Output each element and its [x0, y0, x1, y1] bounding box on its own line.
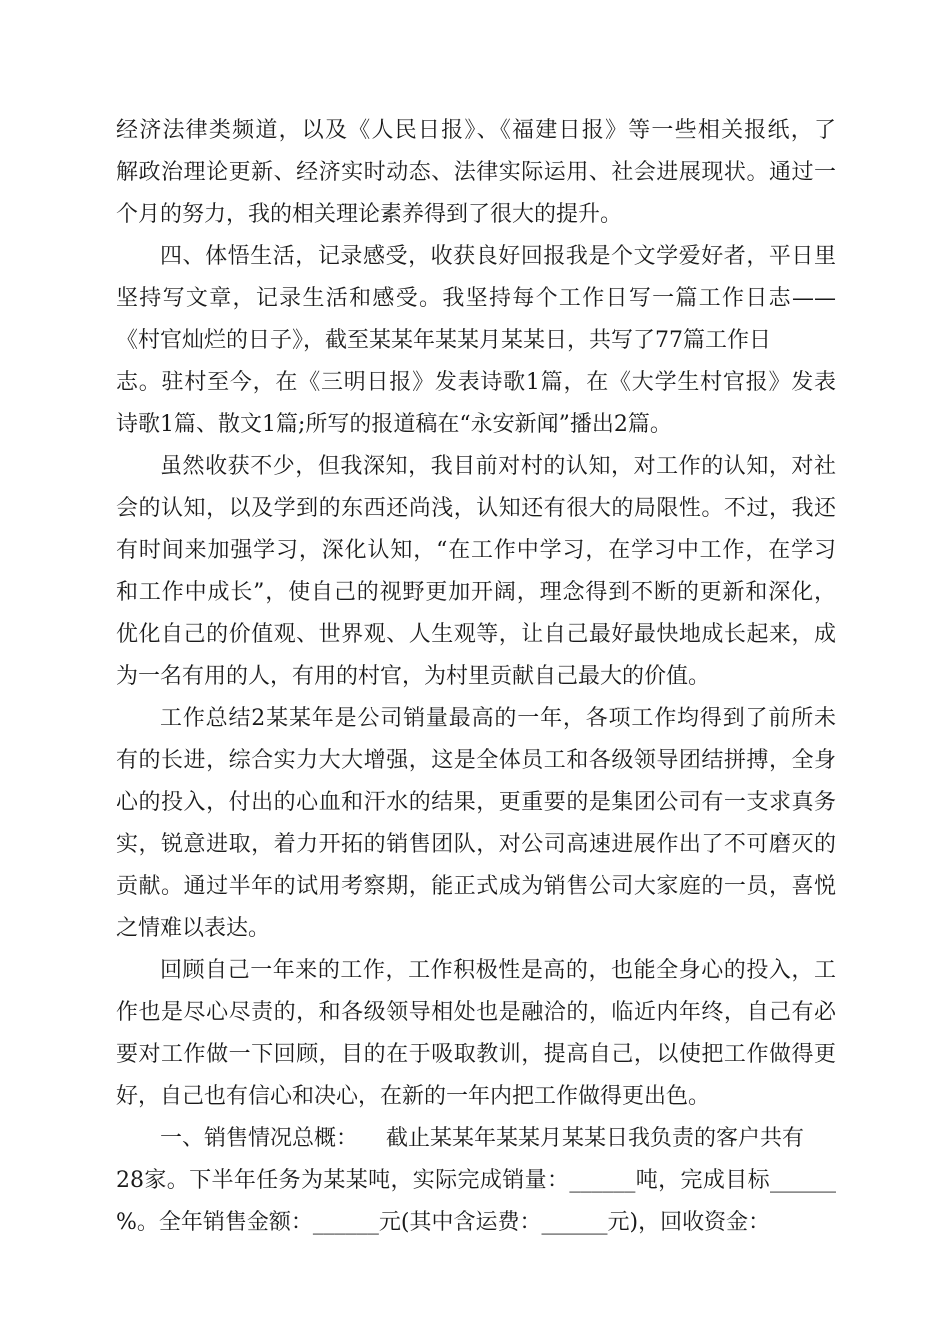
paragraph-work-summary-2	[116, 698, 836, 950]
text-line: 心的投入，付出的心血和汗水的结果，更重要的是集团公司有一支求真务	[116, 790, 836, 815]
paragraph-self-reflection	[116, 446, 836, 698]
text-line: 有时间来加强学习，深化认知，“在工作中学习，在学习中工作，在学习	[116, 538, 836, 563]
text-line: 一、销售情况总概： 截止某某年某某月某某日我负责的客户共有	[160, 1126, 804, 1151]
text-line: 之情难以表达。	[116, 916, 271, 941]
text-line: 为一名有用的人，有用的村官，为村里贡献自己最大的价值。	[116, 664, 711, 689]
document-body	[116, 110, 836, 1244]
text-line: 四、体悟生活，记录感受，收获良好回报我是个文学爱好者，平日里	[160, 244, 836, 269]
text-line: 回顾自己一年来的工作，工作积极性是高的，也能全身心的投入，工	[160, 958, 836, 983]
paragraph-sales-overview	[116, 1118, 836, 1244]
text-line: %。全年销售金额：______元(其中含运费：______元)，回收资金：	[116, 1210, 771, 1235]
text-line: 虽然收获不少，但我深知，我目前对村的认知，对工作的认知，对社	[160, 454, 836, 479]
text-line: 诗歌1篇、散文1篇;所写的报道稿在“永安新闻”播出2篇。	[116, 412, 672, 437]
paragraph-section-four	[116, 236, 836, 446]
paragraph-media-study	[116, 110, 836, 236]
text-line: 有的长进，综合实力大大增强，这是全体员工和各级领导团结拼搏，全身	[116, 748, 836, 773]
text-line: 贡献。通过半年的试用考察期，能正式成为销售公司大家庭的一员，喜悦	[116, 874, 836, 899]
text-line: 解政治理论更新、经济实时动态、法律实际运用、社会进展现状。通过一	[116, 160, 836, 185]
text-line: 会的认知，以及学到的东西还尚浅，认知还有很大的局限性。不过，我还	[116, 496, 836, 521]
paragraph-annual-review	[116, 950, 836, 1118]
text-line: 作也是尽心尽责的，和各级领导相处也是融洽的，临近内年终，自己有必	[116, 1000, 836, 1025]
text-line: 工作总结2某某年是公司销量最高的一年，各项工作均得到了前所未	[160, 706, 836, 731]
text-line: 28家。下半年任务为某某吨，实际完成销量：______吨，完成目标______	[116, 1168, 836, 1193]
text-line: 要对工作做一下回顾，目的在于吸取教训，提高自己，以使把工作做得更	[116, 1042, 836, 1067]
text-line: 经济法律类频道，以及《人民日报》、《福建日报》等一些相关报纸，了	[116, 118, 836, 143]
text-line: 实，锐意进取，着力开拓的销售团队，对公司高速进展作出了不可磨灭的	[116, 832, 836, 857]
text-line: 优化自己的价值观、世界观、人生观等，让自己最好最快地成长起来，成	[116, 622, 836, 647]
text-line: 志。驻村至今，在《三明日报》发表诗歌1篇，在《大学生村官报》发表	[116, 370, 836, 395]
text-line: 好，自己也有信心和决心，在新的一年内把工作做得更出色。	[116, 1084, 711, 1109]
text-line: 《村官灿烂的日子》，截至某某年某某月某某日，共写了77篇工作日	[116, 328, 771, 353]
text-line: 个月的努力，我的相关理论素养得到了很大的提升。	[116, 202, 623, 227]
text-line: 坚持写文章，记录生活和感受。我坚持每个工作日写一篇工作日志——	[116, 286, 836, 311]
text-line: 和工作中成长”，使自己的视野更加开阔，理念得到不断的更新和深化，	[116, 580, 836, 605]
